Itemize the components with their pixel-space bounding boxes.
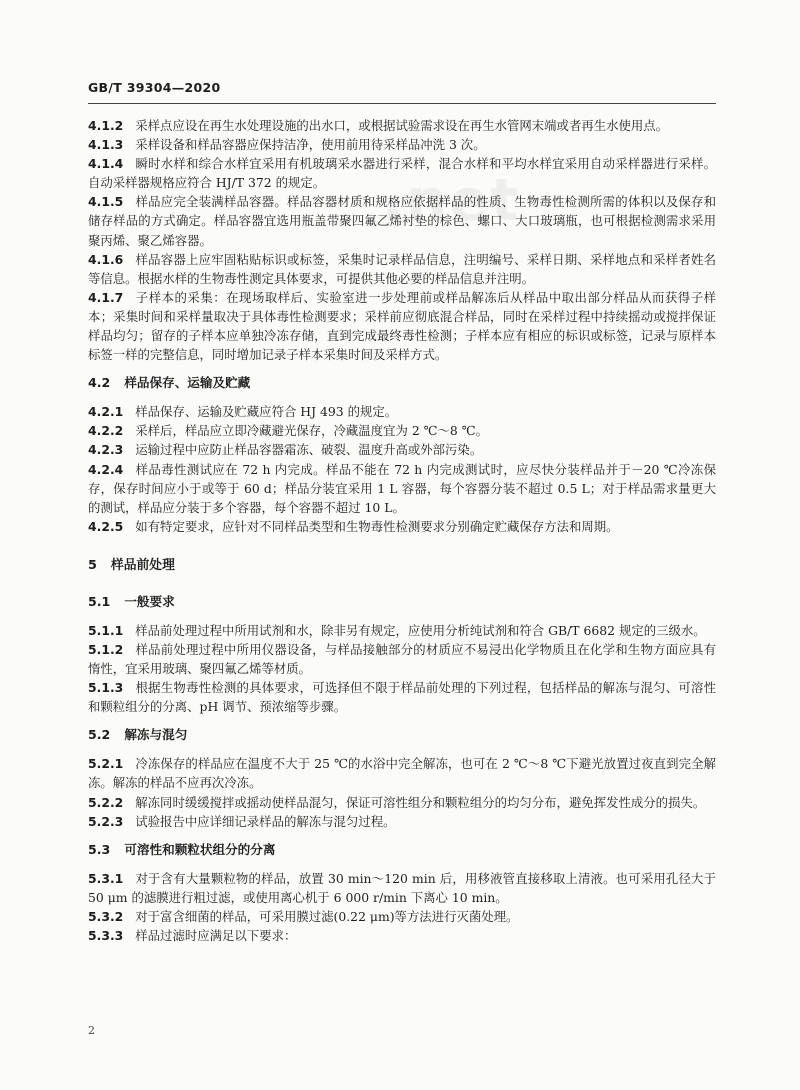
clause-text: 瞬时水样和综合水样宜采用有机玻璃采水器进行采样，混合水样和平均水样宜采用自动采样器进行采样。自动采样器规格应符合 HJ/T 372 的规定。: [88, 156, 716, 191]
clause-4-1-2: [88, 116, 716, 135]
clause-text: 采样设备和样品容器应保持洁净，使用前用待采样品冲洗 3 次。: [135, 137, 486, 153]
section-heading-5-2: [88, 725, 716, 745]
clause-number: 4.1.6: [88, 251, 124, 267]
clause-5-3-3: [88, 926, 716, 945]
clause-text: 样品应完全装满样品容器。样品容器材质和规格应依据样品的性质、生物毒性检测所需的体积以及保存和储存样品的方式确定。样品容器宜选用瓶盖带聚四氟乙烯衬垫的棕色、螺口、大口玻璃瓶，也可根据检测需求采用聚丙烯、聚乙烯容器。: [88, 194, 716, 248]
clause-text: 对于富含细菌的样品，可采用膜过滤(0.22 μm)等方法进行灭菌处理。: [135, 908, 519, 924]
header-rule: [88, 103, 716, 104]
clause-text: 样品前处理过程中所用试剂和水，除非另有规定，应使用分析纯试剂和符合 GB/T 6682 规定的三级水。: [135, 622, 706, 638]
section-heading-4-2: [88, 373, 716, 393]
clause-text: 如有特定要求，应针对不同样品类型和生物毒性检测要求分别确定贮藏保存方法和周期。: [135, 518, 619, 534]
clause-number: 5.3.3: [88, 928, 124, 943]
clause-text: 运输过程中应防止样品容器霜冻、破裂、温度升高或外部污染。: [135, 442, 483, 458]
section-number: 4.2: [88, 375, 111, 391]
chapter-number: 5: [88, 557, 97, 573]
clause-number: 4.2.3: [88, 442, 124, 458]
section-number: 5.3: [88, 841, 111, 857]
clause-number: 4.1.3: [88, 137, 124, 153]
section-title: 一般要求: [124, 593, 175, 609]
clause-number: 4.2.1: [88, 404, 124, 420]
clause-number: 4.1.5: [88, 194, 124, 210]
clause-number: 5.1.3: [88, 680, 124, 696]
clause-4-1-3: [88, 135, 716, 154]
clause-number: 5.3.2: [88, 908, 124, 924]
clause-number: 4.2.2: [88, 423, 124, 439]
clause-4-2-4: [88, 460, 716, 517]
chapter-heading-5: [88, 556, 716, 576]
clause-number: 5.1.2: [88, 641, 124, 657]
clause-text: 样品毒性测试应在 72 h 内完成。样品不能在 72 h 内完成测试时，应尽快分装样品并于－20 ℃冷冻保存，保存时间应小于或等于 60 d；样品分装宜采用 1 L 容器，每个容器分装不超过 0.5 L；对于样品需求量更大的测试，样品应分装于多个容器，每个容器不超过 10 L。: [88, 461, 716, 515]
document-body: [88, 116, 716, 945]
clause-4-1-4: [88, 154, 716, 192]
clause-5-2-2: [88, 793, 716, 812]
clause-4-2-3: [88, 440, 716, 459]
clause-number: 5.3.1: [88, 870, 124, 886]
clause-text: 采样后，样品应立即冷藏避光保存，冷藏温度宜为 2 ℃～8 ℃。: [135, 423, 488, 439]
clause-text: 样品过滤时应满足以下要求：: [135, 928, 297, 943]
clause-number: 4.2.5: [88, 518, 124, 534]
section-number: 5.2: [88, 727, 111, 743]
clause-text: 冷冻保存的样品应在温度不大于 25 ℃的水浴中完全解冻，也可在 2 ℃～8 ℃下避光放置过夜直到完全解冻。解冻的样品不应再次冷冻。: [88, 756, 716, 791]
section-title: 可溶性和颗粒状组分的分离: [124, 841, 276, 857]
clause-5-3-1: [88, 869, 716, 907]
standard-number: GB/T 39304—2020: [88, 80, 221, 95]
clause-5-3-2: [88, 907, 716, 926]
clause-number: 4.1.4: [88, 156, 124, 172]
clause-text: 样品前处理过程中所用仪器设备，与样品接触部分的材质应不易浸出化学物质且在化学和生物方面应具有惰性，宜采用玻璃、聚四氟乙烯等材质。: [88, 641, 716, 677]
clause-4-1-7: [88, 288, 716, 364]
clause-4-2-1: [88, 402, 716, 421]
clause-text: 子样本的采集：在现场取样后、实验室进一步处理前或样品解冻后从样品中取出部分样品从而获得子样本；采集时间和采样量取决于具体毒性检测要求；采样前应彻底混合样品，同时在采样过程中持续摇动或搅拌保证样品均匀；留存的子样本应单独冷冻存储，直到完成最终毒性检测；子样本应有相应的标识或标签，记录与原样本标签一样的完整信息，同时增加记录子样本采集时间及采样方式。: [88, 289, 716, 363]
clause-5-2-3: [88, 812, 716, 831]
clause-4-1-6: [88, 250, 716, 288]
clause-number: 5.1.1: [88, 622, 124, 638]
clause-text: 采样点应设在再生水处理设施的出水口，或根据试验需求设在再生水管网末端或者再生水使用点。: [135, 118, 669, 133]
clause-number: 5.2.3: [88, 813, 124, 829]
section-number: 5.1: [88, 593, 111, 609]
clause-text: 根据生物毒性检测的具体要求，可选择但不限于样品前处理的下列过程，包括样品的解冻与混匀、可溶性和颗粒组分的分离、pH 调节、预浓缩等步骤。: [88, 680, 716, 715]
clause-4-2-2: [88, 421, 716, 440]
clause-number: 5.2.1: [88, 756, 124, 772]
clause-5-2-1: [88, 754, 716, 792]
section-title: 解冻与混匀: [124, 727, 188, 743]
watermark: .net: [382, 166, 521, 234]
clause-text: 对于含有大量颗粒物的样品，放置 30 min～120 min 后，用移液管直接移取上清液。也可采用孔径大于 50 μm 的滤膜进行粗过滤，或使用离心机于 6 000 r/min 下离心 10 min。: [88, 870, 716, 905]
clause-text: 试验报告中应详细记录样品的解冻与混匀过程。: [135, 813, 396, 829]
clause-number: 4.1.7: [88, 289, 124, 305]
clause-4-2-5: [88, 517, 716, 536]
clause-text: 样品容器上应牢固粘贴标识或标签，采集时记录样品信息，注明编号、采样日期、采样地点和采样者姓名等信息。根据水样的生物毒性测定具体要求，可提供其他必要的样品信息并注明。: [88, 251, 716, 286]
clause-5-1-3: [88, 678, 716, 716]
chapter-title: 样品前处理: [110, 557, 175, 573]
clause-number: 4.2.4: [88, 461, 124, 477]
clause-text: 样品保存、运输及贮藏应符合 HJ 493 的规定。: [135, 404, 398, 420]
clause-4-1-5: [88, 192, 716, 249]
clause-number: 5.2.2: [88, 794, 124, 810]
section-heading-5-1: [88, 592, 716, 612]
section-heading-5-3: [88, 840, 716, 860]
clause-number: 4.1.2: [88, 118, 124, 133]
clause-5-1-1: [88, 621, 716, 640]
clause-5-1-2: [88, 640, 716, 678]
page-number: 2: [88, 1024, 95, 1037]
clause-text: 解冻同时缓缓搅拌或摇动使样品混匀，保证可溶性组分和颗粒组分的均匀分布，避免挥发性成分的损失。: [135, 794, 706, 810]
section-title: 样品保存、运输及贮藏: [124, 375, 251, 391]
